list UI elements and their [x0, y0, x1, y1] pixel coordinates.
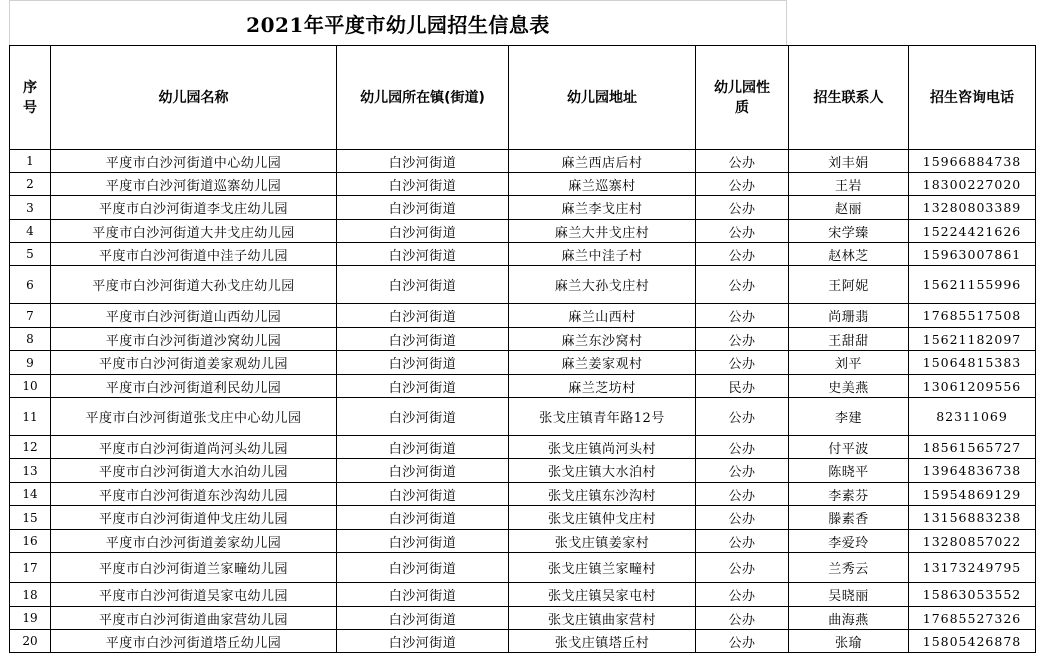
header-address[interactable]: 幼儿园地址 [509, 46, 696, 150]
cell-contact[interactable]: 赵丽 [789, 196, 909, 220]
cell-index[interactable]: 13 [10, 459, 51, 483]
cell-address[interactable]: 张戈庄镇曲家营村 [509, 607, 696, 630]
cell-address[interactable]: 麻兰李戈庄村 [509, 196, 696, 220]
cell-phone[interactable]: 13173249795 [909, 553, 1036, 583]
cell-nature[interactable]: 公办 [696, 530, 789, 553]
cell-phone[interactable]: 15064815383 [909, 351, 1036, 375]
cell-name[interactable]: 平度市白沙河街道山西幼儿园 [51, 304, 337, 328]
table-row [10, 375, 1036, 398]
cell-nature[interactable]: 公办 [696, 196, 789, 220]
cell-address[interactable]: 麻兰大井戈庄村 [509, 220, 696, 243]
cell-phone[interactable]: 18300227020 [909, 173, 1036, 196]
cell-phone[interactable]: 15224421626 [909, 220, 1036, 243]
table-row [10, 266, 1036, 304]
cell-name[interactable]: 平度市白沙河街道姜家观幼儿园 [51, 351, 337, 375]
cell-address[interactable]: 张戈庄镇仲戈庄村 [509, 506, 696, 530]
cell-index[interactable]: 10 [10, 375, 51, 398]
table-row [10, 506, 1036, 530]
cell-contact[interactable]: 李素芬 [789, 483, 909, 506]
cell-town[interactable]: 白沙河街道 [337, 375, 509, 398]
cell-town[interactable]: 白沙河街道 [337, 328, 509, 351]
cell-phone[interactable]: 13964836738 [909, 459, 1036, 483]
cell-name[interactable]: 平度市白沙河街道大水泊幼儿园 [51, 459, 337, 483]
cell-name[interactable]: 平度市白沙河街道曲家营幼儿园 [51, 607, 337, 630]
cell-name[interactable]: 平度市白沙河街道李戈庄幼儿园 [51, 196, 337, 220]
cell-address[interactable]: 麻兰山西村 [509, 304, 696, 328]
cell-phone[interactable]: 13156883238 [909, 506, 1036, 530]
table-row [10, 630, 1036, 653]
cell-town[interactable]: 白沙河街道 [337, 243, 509, 266]
cell-contact[interactable]: 付平波 [789, 436, 909, 459]
cell-name[interactable]: 平度市白沙河街道塔丘幼儿园 [51, 630, 337, 653]
cell-index[interactable]: 2 [10, 173, 51, 196]
cell-nature[interactable]: 公办 [696, 328, 789, 351]
cell-nature[interactable]: 公办 [696, 436, 789, 459]
cell-contact[interactable]: 尚珊翡 [789, 304, 909, 328]
cell-name[interactable]: 平度市白沙河街道尚河头幼儿园 [51, 436, 337, 459]
cell-name[interactable]: 平度市白沙河街道大孙戈庄幼儿园 [51, 266, 337, 304]
cell-nature[interactable]: 公办 [696, 553, 789, 583]
cell-index[interactable]: 6 [10, 266, 51, 304]
cell-address[interactable]: 张戈庄镇大水泊村 [509, 459, 696, 483]
cell-contact[interactable]: 曲海燕 [789, 607, 909, 630]
table-body [10, 150, 1036, 653]
cell-contact[interactable]: 李建 [789, 398, 909, 436]
header-row [10, 46, 1036, 150]
cell-address[interactable]: 张戈庄镇塔丘村 [509, 630, 696, 653]
cell-phone[interactable]: 82311069 [909, 398, 1036, 436]
cell-nature[interactable]: 公办 [696, 583, 789, 607]
cell-index[interactable]: 8 [10, 328, 51, 351]
cell-phone[interactable]: 15805426878 [909, 630, 1036, 653]
cell-address[interactable]: 麻兰中洼子村 [509, 243, 696, 266]
cell-contact[interactable]: 史美燕 [789, 375, 909, 398]
cell-name[interactable]: 平度市白沙河街道中洼子幼儿园 [51, 243, 337, 266]
table-row [10, 173, 1036, 196]
cell-town[interactable]: 白沙河街道 [337, 459, 509, 483]
cell-index[interactable]: 7 [10, 304, 51, 328]
cell-town[interactable]: 白沙河街道 [337, 398, 509, 436]
cell-town[interactable]: 白沙河街道 [337, 266, 509, 304]
cell-index[interactable]: 16 [10, 530, 51, 553]
cell-name[interactable]: 平度市白沙河街道中心幼儿园 [51, 150, 337, 173]
cell-contact[interactable]: 宋学臻 [789, 220, 909, 243]
cell-address[interactable]: 麻兰巡寨村 [509, 173, 696, 196]
cell-nature[interactable]: 公办 [696, 630, 789, 653]
cell-town[interactable]: 白沙河街道 [337, 304, 509, 328]
cell-phone[interactable]: 13280803389 [909, 196, 1036, 220]
cell-phone[interactable]: 15963007861 [909, 243, 1036, 266]
cell-index[interactable]: 19 [10, 607, 51, 630]
table-row [10, 243, 1036, 266]
table-row [10, 583, 1036, 607]
cell-nature[interactable]: 公办 [696, 483, 789, 506]
cell-index[interactable]: 5 [10, 243, 51, 266]
cell-name[interactable]: 平度市白沙河街道巡寨幼儿园 [51, 173, 337, 196]
cell-contact[interactable]: 吴晓丽 [789, 583, 909, 607]
cell-nature[interactable]: 公办 [696, 351, 789, 375]
cell-phone[interactable]: 15621182097 [909, 328, 1036, 351]
cell-index[interactable]: 20 [10, 630, 51, 653]
cell-phone[interactable]: 13061209556 [909, 375, 1036, 398]
cell-contact[interactable]: 王岩 [789, 173, 909, 196]
cell-town[interactable]: 白沙河街道 [337, 483, 509, 506]
cell-name[interactable]: 平度市白沙河街道张戈庄中心幼儿园 [51, 398, 337, 436]
cell-phone[interactable]: 13280857022 [909, 530, 1036, 553]
cell-contact[interactable]: 滕素香 [789, 506, 909, 530]
cell-nature[interactable]: 公办 [696, 304, 789, 328]
table-row [10, 196, 1036, 220]
cell-name[interactable]: 平度市白沙河街道仲戈庄幼儿园 [51, 506, 337, 530]
header-phone[interactable]: 招生咨询电话 [909, 46, 1036, 150]
cell-phone[interactable]: 15954869129 [909, 483, 1036, 506]
cell-index[interactable]: 3 [10, 196, 51, 220]
cell-contact[interactable]: 刘丰娟 [789, 150, 909, 173]
cell-nature[interactable]: 公办 [696, 506, 789, 530]
cell-contact[interactable]: 王甜甜 [789, 328, 909, 351]
cell-address[interactable]: 麻兰大孙戈庄村 [509, 266, 696, 304]
cell-phone[interactable]: 15966884738 [909, 150, 1036, 173]
cell-address[interactable]: 张戈庄镇吴家屯村 [509, 583, 696, 607]
table-row [10, 607, 1036, 630]
cell-nature[interactable]: 公办 [696, 607, 789, 630]
cell-nature[interactable]: 公办 [696, 220, 789, 243]
cell-town[interactable]: 白沙河街道 [337, 607, 509, 630]
cell-contact[interactable]: 赵林芝 [789, 243, 909, 266]
header-name[interactable]: 幼儿园名称 [51, 46, 337, 150]
cell-index[interactable]: 12 [10, 436, 51, 459]
cell-nature[interactable]: 民办 [696, 375, 789, 398]
cell-contact[interactable]: 刘平 [789, 351, 909, 375]
sheet-title: 2021年平度市幼儿园招生信息表 [246, 12, 550, 37]
table-row [10, 150, 1036, 173]
cell-nature[interactable]: 公办 [696, 266, 789, 304]
cell-contact[interactable]: 李爱玲 [789, 530, 909, 553]
table-row [10, 351, 1036, 375]
cell-address[interactable]: 张戈庄镇青年路12号 [509, 398, 696, 436]
cell-town[interactable]: 白沙河街道 [337, 173, 509, 196]
table-row [10, 304, 1036, 328]
cell-index[interactable]: 1 [10, 150, 51, 173]
cell-address[interactable]: 麻兰东沙窝村 [509, 328, 696, 351]
header-town[interactable]: 幼儿园所在镇(街道) [337, 46, 509, 150]
table-row [10, 220, 1036, 243]
cell-name[interactable]: 平度市白沙河街道大井戈庄幼儿园 [51, 220, 337, 243]
cell-name[interactable]: 平度市白沙河街道姜家幼儿园 [51, 530, 337, 553]
cell-town[interactable]: 白沙河街道 [337, 630, 509, 653]
cell-town[interactable]: 白沙河街道 [337, 583, 509, 607]
cell-phone[interactable]: 15863053552 [909, 583, 1036, 607]
table-row [10, 553, 1036, 583]
cell-nature[interactable]: 公办 [696, 398, 789, 436]
enrollment-table [9, 45, 1036, 653]
table-row [10, 328, 1036, 351]
cell-name[interactable]: 平度市白沙河街道兰家疃幼儿园 [51, 553, 337, 583]
cell-contact[interactable]: 王阿妮 [789, 266, 909, 304]
cell-index[interactable]: 17 [10, 553, 51, 583]
cell-index[interactable]: 18 [10, 583, 51, 607]
cell-contact[interactable]: 兰秀云 [789, 553, 909, 583]
cell-address[interactable]: 麻兰西店后村 [509, 150, 696, 173]
cell-town[interactable]: 白沙河街道 [337, 530, 509, 553]
cell-address[interactable]: 张戈庄镇尚河头村 [509, 436, 696, 459]
cell-nature[interactable]: 公办 [696, 459, 789, 483]
title-cell[interactable] [9, 0, 787, 45]
cell-town[interactable]: 白沙河街道 [337, 506, 509, 530]
header-nature[interactable]: 幼儿园性质 [696, 46, 789, 150]
cell-address[interactable]: 张戈庄镇东沙沟村 [509, 483, 696, 506]
cell-phone[interactable]: 15621155996 [909, 266, 1036, 304]
cell-name[interactable]: 平度市白沙河街道沙窝幼儿园 [51, 328, 337, 351]
cell-phone[interactable]: 17685517508 [909, 304, 1036, 328]
cell-index[interactable]: 15 [10, 506, 51, 530]
cell-town[interactable]: 白沙河街道 [337, 150, 509, 173]
cell-town[interactable]: 白沙河街道 [337, 220, 509, 243]
cell-address[interactable]: 麻兰芝坊村 [509, 375, 696, 398]
cell-town[interactable]: 白沙河街道 [337, 196, 509, 220]
header-contact[interactable]: 招生联系人 [789, 46, 909, 150]
cell-name[interactable]: 平度市白沙河街道东沙沟幼儿园 [51, 483, 337, 506]
cell-address[interactable]: 张戈庄镇兰家疃村 [509, 553, 696, 583]
cell-address[interactable]: 张戈庄镇姜家村 [509, 530, 696, 553]
cell-contact[interactable]: 张瑜 [789, 630, 909, 653]
cell-nature[interactable]: 公办 [696, 243, 789, 266]
cell-town[interactable]: 白沙河街道 [337, 436, 509, 459]
table-row [10, 483, 1036, 506]
cell-index[interactable]: 14 [10, 483, 51, 506]
header-index[interactable]: 序号 [10, 46, 51, 150]
cell-town[interactable]: 白沙河街道 [337, 553, 509, 583]
table-row [10, 530, 1036, 553]
cell-phone[interactable]: 17685527326 [909, 607, 1036, 630]
cell-town[interactable]: 白沙河街道 [337, 351, 509, 375]
cell-index[interactable]: 9 [10, 351, 51, 375]
cell-contact[interactable]: 陈晓平 [789, 459, 909, 483]
table-row [10, 398, 1036, 436]
cell-name[interactable]: 平度市白沙河街道吴家屯幼儿园 [51, 583, 337, 607]
cell-phone[interactable]: 18561565727 [909, 436, 1036, 459]
cell-index[interactable]: 4 [10, 220, 51, 243]
table-row [10, 436, 1036, 459]
cell-nature[interactable]: 公办 [696, 150, 789, 173]
cell-index[interactable]: 11 [10, 398, 51, 436]
cell-address[interactable]: 麻兰姜家观村 [509, 351, 696, 375]
table-row [10, 459, 1036, 483]
cell-name[interactable]: 平度市白沙河街道利民幼儿园 [51, 375, 337, 398]
cell-nature[interactable]: 公办 [696, 173, 789, 196]
